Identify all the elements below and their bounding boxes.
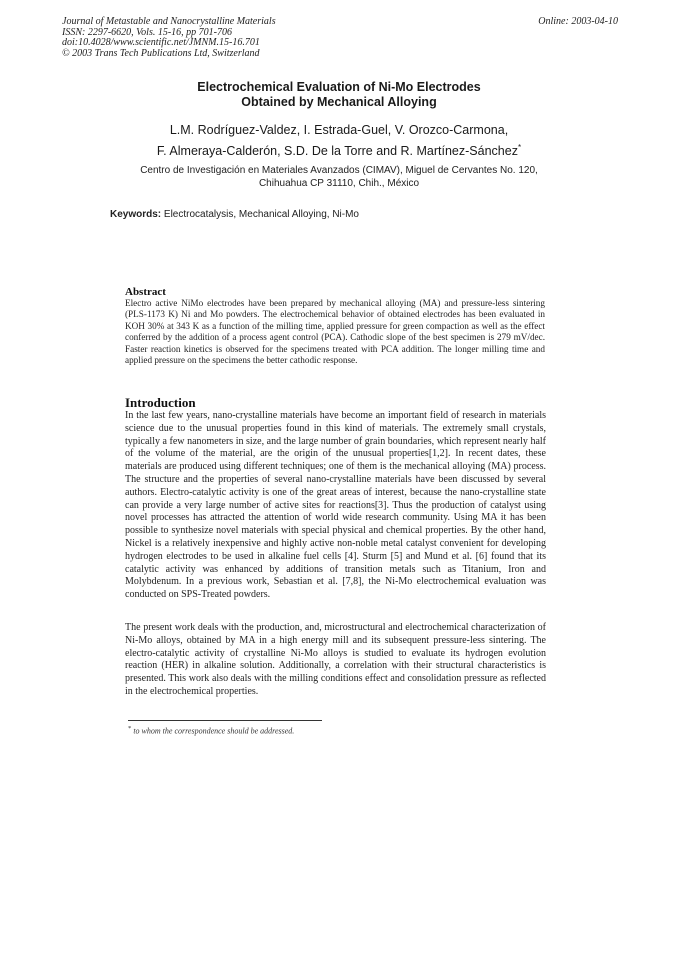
authors-line-1: L.M. Rodríguez-Valdez, I. Estrada-Guel, V. Orozco-Carmona, bbox=[169, 123, 509, 137]
introduction-paragraph-1: In the last few years, nano-crystalline materials have become an important field of research in materials science due to the unusual properties found in this kind of materials. The extremely small crystals, typically a few nanometers in size, and the large number of grain boundaries, which represent nearly half of the volume of the material, are the origin of the unusual properties[1,2]. In recent dates, these materials are produced using different techniques; one of them is the mechanical alloying (MA) process. The structure and the properties of several nano-crystalline materials have been discussed by several authors. Electro-catalytic activity is one of the great areas of interest, because the nano-crystalline state can provide a very large number of active sites for reactions[3]. Thus the production of catalyst using novel processes has attracted the attention of world wide research community. Using MA it has been possible to synthesize novel materials with special physical and chemical properties. By the other hand, Nickel is a relatively inexpensive and highly active non-noble metal catalyst convenient for developing hydrogen electrodes to be used in alkaline fuel cells [4]. Sturm [5] and Mund et al. [6] found that its catalytic activity was enhanced by additions of transition metals such as Titanium, Iron and Molybdenum. In a previous work, Sebastian et al. [7,8], the Ni-Mo electrochemical evaluation was conducted on SPS-Treated powders. bbox=[125, 410, 546, 601]
journal-header bbox=[62, 17, 276, 59]
footnote-marker: * bbox=[128, 725, 132, 732]
footnote bbox=[128, 725, 294, 736]
online-date: Online: 2003-04-10 bbox=[538, 16, 618, 27]
footnote-text: to whom the correspondence should be addressed. bbox=[133, 726, 295, 736]
title-line-1: Electrochemical Evaluation of Ni-Mo Electrodes bbox=[197, 80, 481, 94]
title-line-2: Obtained by Mechanical Alloying bbox=[241, 94, 437, 109]
footnote-divider bbox=[128, 720, 322, 721]
authors-line-2: F. Almeraya-Calderón, S.D. De la Torre and R. Martínez-Sánchez bbox=[156, 144, 518, 159]
introduction-paragraph-2: The present work deals with the production, and, microstructural and electrochemical characterization of Ni-Mo alloys, obtained by MA in a high energy mill and its subsequent pressure-less sintering. The electro-catalytic activity of crystalline Ni-Mo alloys is studied to evaluate its hydrogen evolution reaction (HER) in alkaline solution. Additionally, a correlation with their structural characteristics is presented. This work also deals with the milling conditions effect and consolidation pressure as reflected in the electrochemical properties. bbox=[125, 622, 546, 697]
authors-line-2-wrap bbox=[0, 139, 678, 160]
affiliation bbox=[0, 164, 678, 190]
issn-line: ISSN: 2297-6620, Vols. 15-16, pp 701-706 bbox=[62, 26, 232, 38]
journal-name: Journal of Metastable and Nanocrystalline Materials bbox=[62, 16, 276, 27]
introduction-heading: Introduction bbox=[125, 395, 196, 410]
doi-line: doi:10.4028/www.scientific.net/JMNM.15-16.701 bbox=[62, 37, 260, 48]
paper-title bbox=[0, 80, 678, 109]
affiliation-line-1: Centro de Investigación en Materiales Avanzados (CIMAV), Miguel de Cervantes No. 120, bbox=[140, 165, 538, 176]
copyright-line: © 2003 Trans Tech Publications Ltd, Switzerland bbox=[62, 47, 260, 59]
corresponding-marker: * bbox=[517, 143, 522, 152]
keywords-label: Keywords: bbox=[110, 209, 162, 220]
abstract-heading: Abstract bbox=[125, 286, 166, 298]
author-list bbox=[0, 121, 678, 160]
keywords-line bbox=[110, 208, 359, 221]
affiliation-line-2: Chihuahua CP 31110, Chih., México bbox=[258, 178, 420, 189]
keywords-text: Electrocatalysis, Mechanical Alloying, Ni-Mo bbox=[163, 209, 359, 220]
abstract-body: Electro active NiMo electrodes have been prepared by mechanical alloying (MA) and pressure-less sintering (PLS-1173 K) Ni and Mo powders. The electrochemical behavior of obtained electrodes has been evaluated in KOH 30% at 343 K as a function of the milling time, applied pressure for green compaction as well as the effect conferred by the addition of a process agent control (PCA). Cathodic slope of the best specimen is 279 mV/dec. Faster reaction kinetics is observed for the specimens treated with PCA addition. The longer milling time and applied pressure on the specimens the better cathodic response. bbox=[125, 298, 545, 366]
